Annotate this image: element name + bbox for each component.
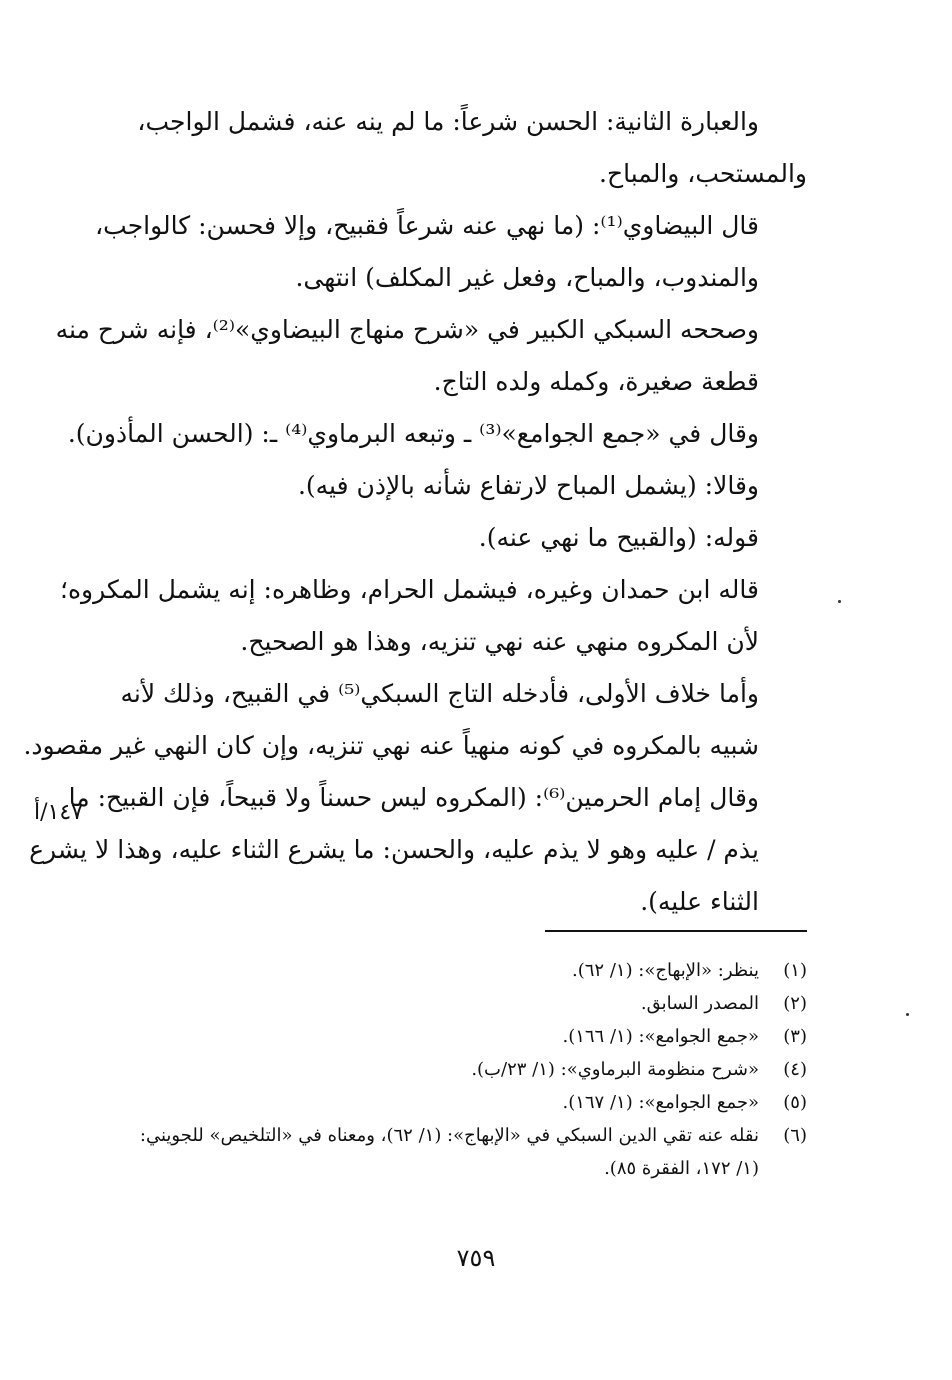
footnote-text: «شرح منظومة البرماوي»: (١/ ٢٣/ب). xyxy=(471,1059,759,1080)
scan-speck xyxy=(838,600,841,603)
footnote xyxy=(100,987,807,1020)
scan-speck xyxy=(906,1013,909,1016)
text-line: شبيه بالمكروه في كونه منهياً عنه نهي تنزيه، وإن كان النهي غير مقصود. xyxy=(23,731,759,760)
footnote-text: (١/ ١٧٢، الفقرة ٨٥). xyxy=(604,1158,759,1179)
footnote xyxy=(100,1053,807,1086)
footnote xyxy=(100,1086,807,1119)
text-line: قاله ابن حمدان وغيره، فيشمل الحرام، وظاهره: إنه يشمل المكروه؛ xyxy=(60,575,759,604)
footnote xyxy=(100,954,807,987)
text-line: وأما خلاف الأولى، فأدخله التاج السبكي⁽⁵⁾ في القبيح، وذلك لأنه xyxy=(120,679,759,708)
text-line: قال البيضاوي⁽¹⁾: (ما نهي عنه شرعاً فقبيح، وإلا فحسن: كالواجب، xyxy=(95,211,759,240)
text-line: قطعة صغيرة، وكمله ولده التاج. xyxy=(433,367,759,396)
text-line: وصححه السبكي الكبير في «شرح منهاج البيضاوي»⁽²⁾، فإنه شرح منه xyxy=(55,315,759,344)
paragraph xyxy=(60,564,807,668)
paragraph xyxy=(112,96,807,200)
text-line: والمستحب، والمباح. xyxy=(599,159,807,188)
footnote-text: المصدر السابق. xyxy=(640,993,759,1014)
footnote-number: (١) xyxy=(783,960,807,981)
footnote-continuation xyxy=(100,1152,807,1185)
paragraph xyxy=(112,512,807,564)
footnote-number: (٥) xyxy=(783,1092,807,1113)
footnote-number: (٦) xyxy=(783,1125,807,1146)
text-line: والمندوب، والمباح، وفعل غير المكلف) انتهى. xyxy=(295,263,759,292)
footnote-text: «جمع الجوامع»: (١/ ١٦٦). xyxy=(562,1026,759,1047)
text-line: وقال إمام الحرمين⁽⁶⁾: (المكروه ليس حسناً ولا قبيحاً، فإن القبيح: ما xyxy=(68,783,759,812)
manuscript-folio-marker: ١٤٧/أ xyxy=(34,800,83,825)
text-line: يذم / عليه وهو لا يذم عليه، والحسن: ما يشرع الثناء عليه، وهذا لا يشرع xyxy=(29,835,759,864)
text-line: وقال في «جمع الجوامع»⁽³⁾ ـ وتبعه البرماوي⁽⁴⁾ ـ: (الحسن المأذون). xyxy=(67,419,759,448)
paragraph xyxy=(67,408,807,460)
footnote xyxy=(100,1119,807,1152)
text-line: وقالا: (يشمل المباح لارتفاع شأنه بالإذن فيه). xyxy=(297,471,759,500)
footnote-text: «جمع الجوامع»: (١/ ١٦٧). xyxy=(562,1092,759,1113)
footnote-separator xyxy=(545,930,807,932)
text-line: لأن المكروه منهي عنه نهي تنزيه، وهذا هو الصحيح. xyxy=(240,627,759,656)
paragraph xyxy=(55,304,807,408)
footnote-number: (٤) xyxy=(783,1059,807,1080)
paragraph xyxy=(23,668,807,772)
text-line: قوله: (والقبيح ما نهي عنه). xyxy=(478,523,759,552)
footnote xyxy=(100,1020,807,1053)
page-number: ٧٥٩ xyxy=(456,1244,496,1272)
footnote-text: ينظر: «الإبهاج»: (١/ ٦٢). xyxy=(572,960,759,981)
footnote-number: (٣) xyxy=(783,1026,807,1047)
text-line: والعبارة الثانية: الحسن شرعاً: ما لم ينه عنه، فشمل الواجب، xyxy=(137,107,759,136)
footnote-number: (٢) xyxy=(783,993,807,1014)
paragraph xyxy=(95,200,807,304)
footnote-text: نقله عنه تقي الدين السبكي في «الإبهاج»: (١/ ٦٢)، ومعناه في «التلخيص» للجويني: xyxy=(139,1125,759,1146)
footnotes xyxy=(100,954,807,1185)
text-line: الثناء عليه). xyxy=(640,887,759,916)
paragraph xyxy=(112,460,807,512)
